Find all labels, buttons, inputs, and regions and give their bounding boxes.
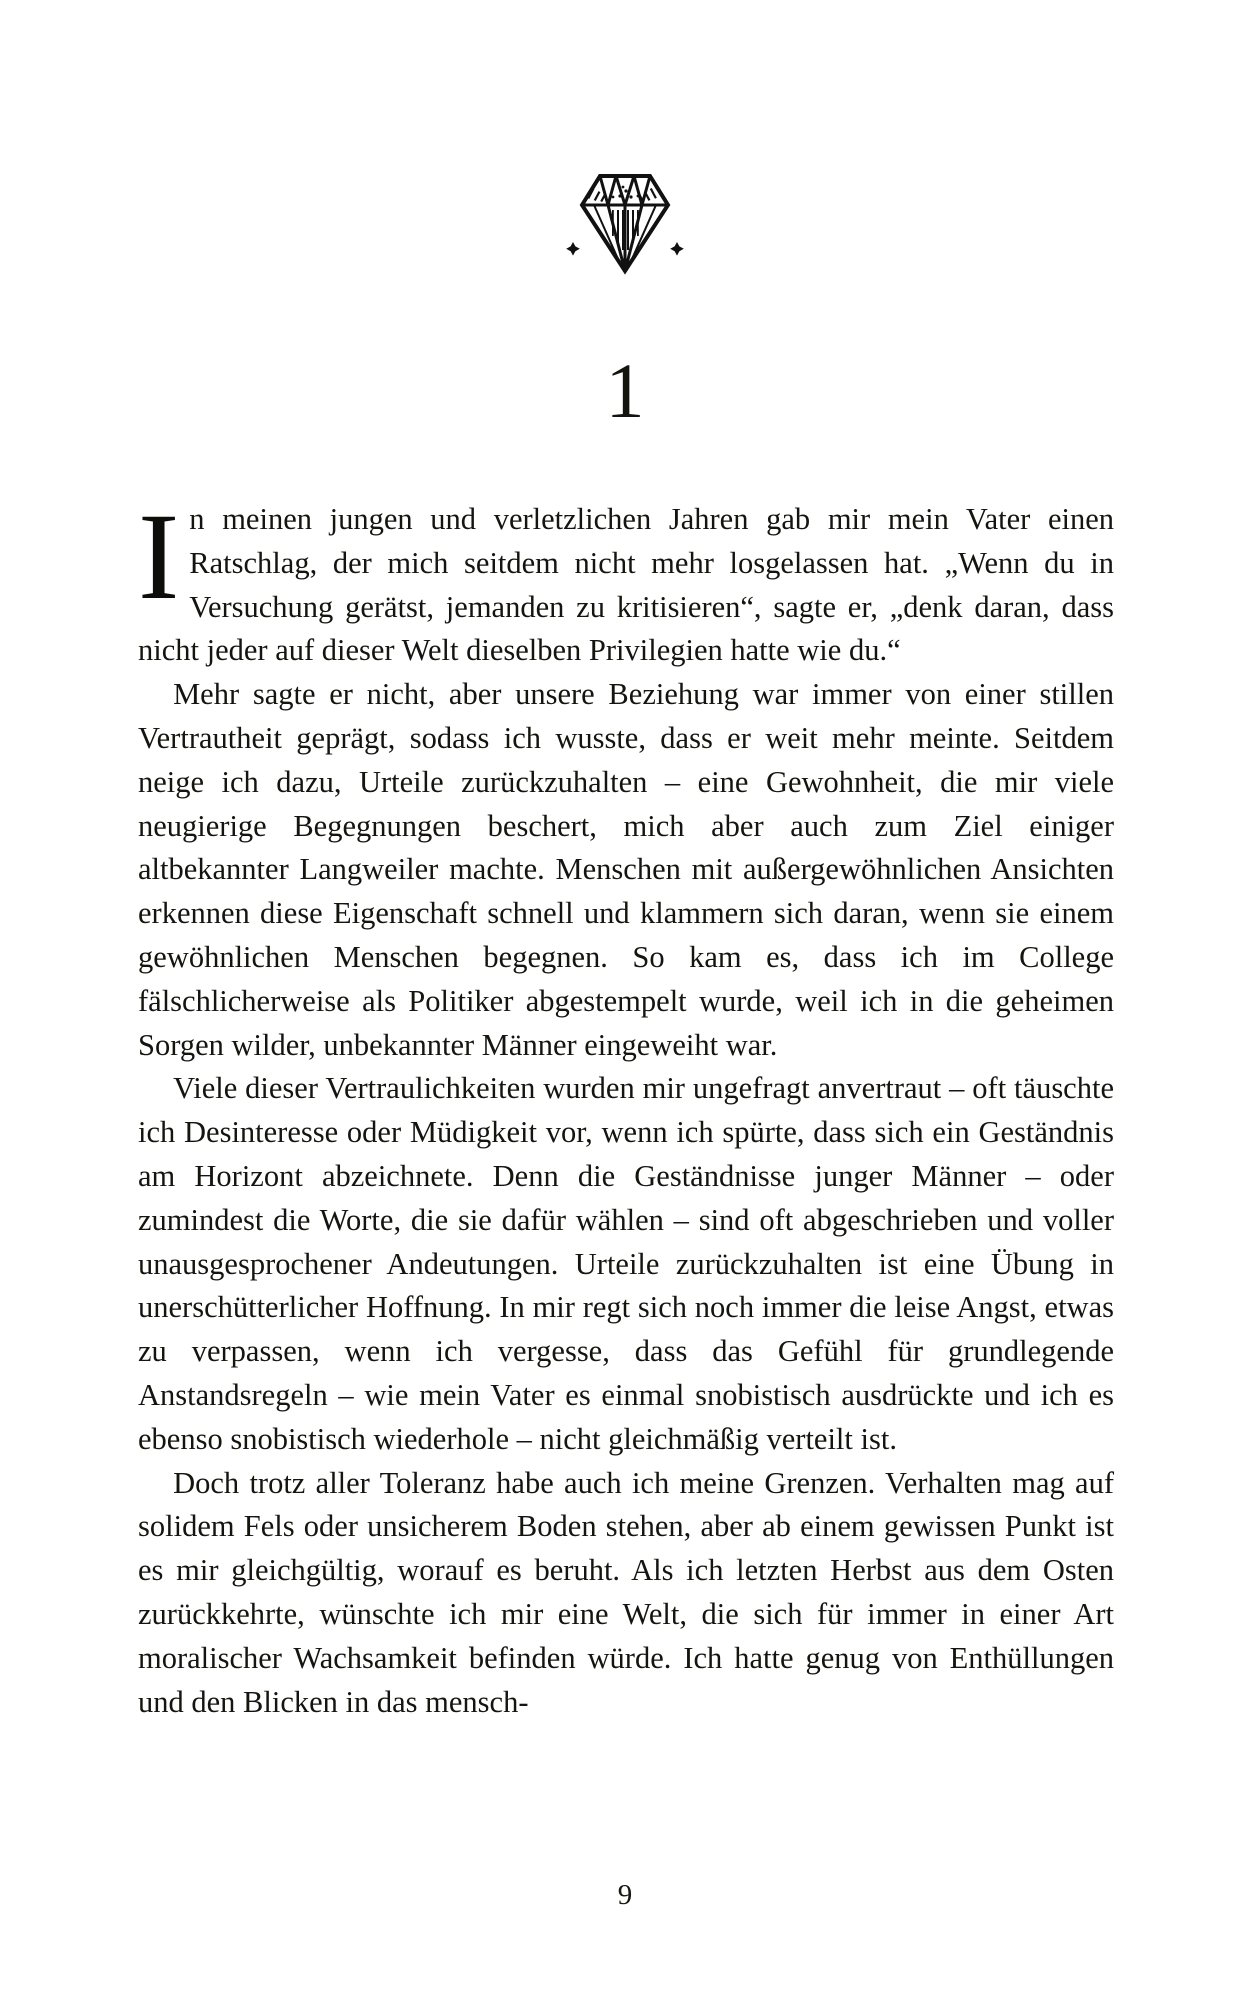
- paragraph-4: [138, 1462, 1114, 1725]
- diamond-ornament: [0, 150, 1250, 280]
- paragraph-2: [138, 673, 1114, 1067]
- paragraph-3: [138, 1067, 1114, 1461]
- page-number: 9: [617, 1879, 633, 1911]
- paragraph-1-text: n meinen jungen und verletzlichen Jahren gab mir mein Vater einen Ratschlag, der mich seitdem nicht mehr losgelassen hat. „Wenn du in Versuchung gerätst, jemanden zu kritisieren“, sagte er, „denk daran, dass nicht jeder auf dieser Welt dieselben Privilegien hatte wie du.“: [138, 502, 1114, 668]
- body-text: [138, 488, 1114, 1724]
- chapter-number: 1: [605, 347, 645, 434]
- paragraph-2-text: Mehr sagte er nicht, aber unsere Beziehung war immer von einer stillen Vertrautheit geprägt, sodass ich wusste, dass er weit mehr meinte. Seitdem neige ich dazu, Urteile zurückzuhalten – eine Gewohnheit, die mir viele neugierige Begegnungen beschert, mich aber auch zum Ziel einiger altbekannter Langweiler machte. Menschen mit außergewöhnlichen Ansichten erkennen diese Eigenschaft schnell und klammern sich daran, wenn sie einem gewöhnlichen Menschen begegnen. So kam es, dass ich im College fälschlicherweise als Politiker abgestempelt wurde, weil ich in die geheimen Sorgen wilder, unbekannter Männer eingeweiht war.: [138, 677, 1114, 1062]
- paragraph-1: [138, 488, 1114, 673]
- drop-cap: I: [138, 488, 180, 625]
- paragraph-4-text: Doch trotz aller Toleranz habe auch ich meine Grenzen. Verhalten mag auf solidem Fels oder unsicherem Boden stehen, aber ab einem gewissen Punkt ist es mir gleichgültig, worauf es beruht. Als ich letzten Herbst aus dem Osten zurückkehrte, wünschte ich mir eine Welt, die sich für immer in einer Art moralischer Wachsamkeit befinden würde. Ich hatte genug von Enthüllungen und den Blicken in das mensch-: [138, 1465, 1114, 1719]
- paragraph-3-text: Viele dieser Vertraulichkeiten wurden mir ungefragt anvertraut – oft täuschte ich Desinteresse oder Müdigkeit vor, wenn ich spürte, dass sich ein Geständnis am Horizont abzeichnete. Denn die Geständnisse junger Männer – oder zumindest die Worte, die sie dafür wählen – sind oft abgeschrieben und voller unausgesprochener Andeutungen. Urteile zurückzuhalten ist eine Übung in unerschütterlicher Hoffnung. In mir regt sich noch immer die leise Angst, etwas zu verpassen, wenn ich vergesse, dass das Gefühl für grundlegende Anstandsregeln – wie mein Vater es einmal snobistisch ausdrückte und ich es ebenso snobistisch wiederhole – nicht gleichmäßig verteilt ist.: [138, 1071, 1114, 1456]
